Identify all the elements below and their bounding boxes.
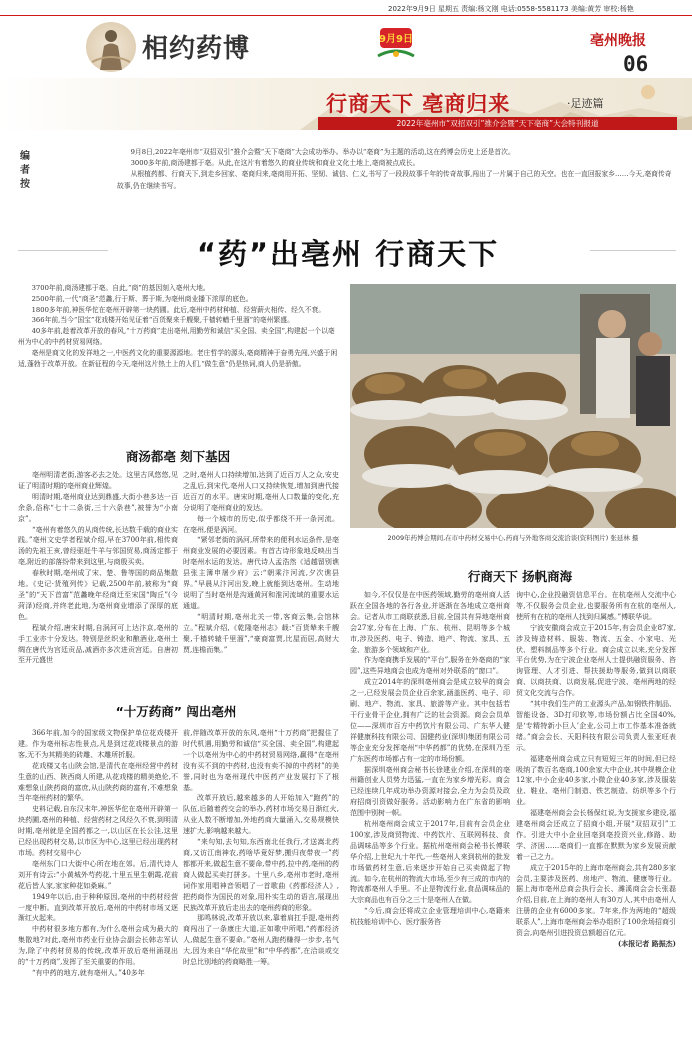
- editor-note-tag: 编者按: [20, 151, 30, 190]
- text-column-5: [350, 590, 510, 928]
- body-paragraph: 春秋时期,亳州成了宋、楚、鲁等国的商品集散地。《史记·货殖列传》记载,2500年前,被称为“商圣”的“天下首富”范蠡晚年经商迁至宋国“陶丘”(今菏泽)经商,并终老此地,为亳州商业增添了深厚的底色。: [18, 569, 178, 621]
- lead-paragraph: 40多年前,趁着改革开放的春风,“十万药商”走出亳州,用勤劳和诚信“买全国、卖全国”,构建起一个以亳州为中心的中药材贸易网络。: [18, 327, 335, 346]
- body-paragraph: “今后,商会还将成立企业管理培训中心,亳籍来杭技能培训中心、医疗服务咨: [350, 907, 510, 927]
- column-brand: [42, 22, 272, 72]
- text-column-1: [18, 470, 178, 666]
- body-paragraph: 1949年以后,由于种种原因,亳州的中药材经营一度中断。直到改革开放后,亳州的中药材市场又逐渐红火起来。: [18, 892, 178, 923]
- main-headline: “药”出亳州 行商天下: [196, 237, 500, 271]
- body-paragraph: 每一个城市的历史,似乎都绕不开一条河流。在亳州,便是涡河。: [183, 514, 339, 534]
- editor-note-paragraph: 3000多年前,商汤建都于亳。从此,在这片有着悠久的商业传统和商业文化土地上,亳商被点成长。: [130, 159, 420, 168]
- subheading-shang-tang: 商汤都亳 刻下基因: [125, 449, 231, 464]
- figure-icon: [86, 22, 136, 72]
- body-paragraph: 中药材很多地方都有,为什么亳州会成为最大的集散地?对此,亳州市药业行业协会副会长韩志军认为,除了中药材贸易的传统,改革开放后亳州涌现出的“十万药商”,发挥了至关重要的作用。: [18, 925, 178, 967]
- body-paragraph: 366年前,加今的国家级文物保护单位花戏楼开建。作为亳州标志性景点,凡是到过花戏楼景点的游客,无不为其精美的砖雕、木雕所折服。: [18, 729, 178, 759]
- event-logo-text: 9月9日: [379, 34, 413, 45]
- body-paragraph: “有中药的地方,就有亳州人。”40多年: [32, 968, 145, 977]
- subheading-sail-the-sea: 行商天下 扬帆商海: [467, 569, 573, 584]
- body-paragraph: “亳州有着悠久的从商传统,长达数千载的商业实践。”亳州文史学者程斌介绍,早在3700年前,相传商汤的先祖王亥,曾经驱赶牛羊与邻国贸易,商汤定都于亳,附近的部落纷带来到这里,与商殷买卖。: [18, 525, 178, 567]
- body-paragraph: 亳州明清老街,游客必去之处。这里古风悠悠,见证了明清时期的亳州商业辉煌。: [18, 471, 178, 490]
- photo-caption: 2009年药博会期间,在市中药材交易中心,药商与外地客商交流洽谈(资料图片) 张延林 摄: [387, 534, 639, 542]
- body-paragraph: 宁波安徽商会成立于2015年,有会员企业87家,涉及铸造材料、服装、物流、五金、小家电、光伏、塑料制品等多个行业。商会成立以来,充分发挥平台优势,为在宁波企业亳州人士提供融资服务、咨询管理、人才引进、帮扶援助等服务,做到以商联商、以商扶商、以商发展,促进宁波、亳州两地的经贸文化交流与合作。: [516, 623, 676, 698]
- masthead-meta: 2022年9月9日 星期五 责编:杨文刚 电话:0558-5581173 美编:黄芳 审校:杨艳: [388, 5, 634, 13]
- body-paragraph: “来句知,去句知,东西南北任我行,才送嵩北药商,又访江南神农,药啥毕竟好梦,搬归夜带夜一”药都都开来,做起生意不要命,带中药,拉中药,亳州的药商人做起买卖打拼多。十里八乡,亳州市老时,亳州词作家用唱神音领唱了一首歌曲《药都经济人》,把药商作为国民的对象,用朴实生动的语言,展现出民族改革开放后走出去的亳州药商的形象。: [183, 838, 339, 912]
- body-paragraph: 程斌介绍,唐宋时期,自涡河可上达汴京,亳州的手工业亦十分发达。特别是丝织业和酿酒业,亳州土绸在唐代为宫廷贡品,减酒亦多次进贡宫廷。自唐初至开元盛世: [18, 623, 178, 665]
- text-column-2: [183, 470, 339, 655]
- text-column-6: [516, 590, 676, 950]
- top-rule: [0, 15, 692, 16]
- lead-text: [18, 283, 338, 369]
- byline: (本报记者 路振杰): [617, 939, 676, 948]
- headline-rule-right: [590, 250, 676, 251]
- body-paragraph: 亳州东门口大街中心所在地在郊。后,清代诗人刘开有诗云:“小黄城外芍药花,十里五里生朝霞,花前花后皆人家,家家种花如桑麻。”: [18, 859, 178, 890]
- lead-paragraph: 2500年前,一代“商圣”范蠡,行于斯、葬于斯,为亳州商业播下浓厚的底色。: [31, 294, 253, 303]
- body-paragraph: 那鸣林说,改革开放以来,靠着肩扛手提,亳州药商闯出了一条康庄大道,正如歌中所唱,“药都经济人,做起生意不要命。”亳州人跑药赚得一步步,名气大,因为来自“华佗故里”和“中华药都”,在洽谈或交时总比别地的药商略胜一筹。: [183, 914, 339, 967]
- body-paragraph: 前,伴随改革开放的东风,亳州“十万药商”把握住了时代机遇,用勤劳和诚信“买全国、卖全国”,构建起一个以亳州为中心的中药材贸易网络,赢得“在亳州没有买不到的中药材,也没有卖不掉的中药材”的美誉,同时也为亳州现代中医药产业发展打下了根基。: [183, 729, 339, 792]
- body-paragraph: 福建亳州商会会长杨保红说,为支援家乡建设,福建亳州商会还成立了招商小组,开展“双招双引”工作。引进大中小企业回亳到亳投资兴业,修路、助学、济困……亳商们一直都在默默为家乡发展贡献着一己之力。: [516, 809, 676, 861]
- newspaper-name: 亳州晚报: [590, 33, 646, 49]
- body-paragraph: 花戏楼又名山陕会馆,是清代在亳州经营中药材生意的山西、陕西商人所建,从花戏楼的精美绝伦,不难想象山陕药商的富庶,从山陕药商的富有,不难想象当年亳州药材的繁华。: [18, 761, 178, 803]
- body-paragraph: 成立2014年的深圳亳州商会是成立较早的商会之一,已经发展会员企业百余家,涵盖医药、电子、印刷、地产、物流、家具、旅游等产业。其中包括若干行业骨干企业,拥有广泛的社会资源。商会会员单位——深圳市百方中药饮片有限公司、广东华人健祥健康科技有限公司、国健药业(深圳)集团有限公司等企业充分发挥亳州“中华药都”的优势,在深圳乃至广东医药市场都占有一定的市场份额。: [350, 678, 510, 763]
- subheading-ten-thousand-merchants: “十万药商” 闯出亳州: [115, 704, 237, 719]
- lead-paragraph: 亳州是商文化的发祥地之一,中医药文化的重要源源地。老庄哲学的源头,亳商精神于奋勇先闯,兴盛于闲适,蓬勃于改革开放。在新征程的今天,亳州这片热土上的人们,“做生意”仍是热词,商人仍是骄傲。: [18, 348, 338, 368]
- section-subtitle: ·足迹篇: [567, 97, 604, 110]
- text-column-3: [18, 728, 178, 979]
- page-number: 06: [623, 52, 649, 76]
- lead-paragraph: 1800多年前,神医华佗在亳州开辟第一块药圃。此后,亳州中药材种植、经营薪火相传、经久不衰。: [31, 305, 326, 314]
- text-column-4: [183, 728, 339, 968]
- headline-rule-left: [18, 250, 108, 251]
- column-name: 相约药博: [142, 34, 251, 64]
- body-paragraph: 改革开放后,越来越多的人开始加入“跑药”的队伍,后随着药交会的举办,药材市场交易日渐红火,从业人数不断增加,外地药商大量涌入,交易规模快速扩大,影响越来越大。: [183, 794, 339, 836]
- body-paragraph: 如今,不仅仅是在中医药领域,勤劳的亳州商人活跃在全国各地的各行各业,并逐渐在各地成立亳州商会。记者从市工商联获悉,目前,全国共有异地亳州商会27家,分布在上海、广东、杭州、昆明等多个城市,涉及医药、电子、铸造、地产、物流、家具、五金、旅游多个领域和产业。: [350, 591, 510, 654]
- editor-note: [117, 147, 675, 192]
- body-paragraph: “明清时期,亳州北关一带,客商云集,会馆林立。”程斌介绍,《乾隆亳州志》载:“百货辇来千艘聚,千樯转辕千里溜”,“豪商富贾,比屋而居,高财大贾,连檐而集。”: [183, 612, 339, 654]
- market-photo: [350, 284, 676, 528]
- body-paragraph: 询中心,企业投融资信息平台。在杭亳州人交流中心等,不仅服务会员企业,也要服务所有在杭的亳州人,使所有在杭的亳州人找到归属感。”傅联华说。: [516, 591, 676, 621]
- body-paragraph: “其中我们生产的工业源头产品,如钢铁件制品、智能设备、3D打印软等,市场份额占比全国40%,是‘专精特新小巨人’企业,公司上市工作基本准备就绪。”商会会长、天阳科技有限公司负责人张亚旺表示。: [516, 700, 676, 752]
- body-paragraph: 史料记载,自东汉末年,神医华佗在亳州开辟第一块药圃,亳州的种植、经营药材之风经久不衰,到明清时期,亳州就是全国药都之一,以山区在长公洼,这里已经出现药材交易,以市区为中心,这里已经出现药材市场。药材交易中心: [18, 805, 178, 857]
- event-logo: [372, 26, 420, 62]
- special-issue-banner: 2022年亳州市“双招双引”推介会暨“天下亳商”大会特刊报道: [318, 117, 677, 130]
- editor-note-paragraph: 从根植药都、行商天下,到走乡回家、亳商归来,亳商用开拓、坚韧、诚信、仁义,书写了一段段故事千年的传奇故事,闯出了一片属于自己的天空。也在一直回报家乡……今天,亳商传奇故事,仍在继续书写。: [117, 170, 672, 190]
- body-paragraph: 福建亳州商会成立只有短短三年的时间,但已经吸纳了数百名亳商,100余家大中企业,其中规模企业12家,中小企业40多家,小微企业40多家,涉及服装业、鞋业、亳州门制造、铁艺制造、纺织等多个行业。: [516, 754, 676, 807]
- editor-note-paragraph: 9月8日,2022年亳州市“双招双引”推介会暨“天下亳商”大会成功举办。举办以“亳商”为主题的活动,这在药博会历史上还是首次。: [130, 148, 515, 156]
- body-paragraph: 据深圳亳州商会秘书长徐建业介绍,在深圳的亳州籍创业人员势力迅猛,一直在为家乡增光彩。商会已经连续几年成功举办资源对接会,全力为会员及政府招商引资做好服务。活动影响力在广东省的影响范围中别树一帜。: [350, 765, 510, 818]
- body-paragraph: “紧邻老街的涡河,所带来的便利水运条件,是亳州商业发展的必要因素。有首古诗形象地反映出当时亳州水运的发达。唐代诗人孟浩然《适越留别谯县张主簿申屠少府》云:“朝乘汴河流,夕次谯县界。”早晨从汴河出发,晚上就能到达亳州。生动地说明了当时亳州是沟通黄河和淮河流域的重要水运通道。: [183, 536, 339, 610]
- section-title: 行商天下 亳商归来: [326, 92, 511, 116]
- lead-paragraph: 366年前,当今“国宝”花戏楼开始见证着“百货聚来千艘聚,千樯转輶千里溜”的亳州繁盛。: [31, 316, 294, 325]
- body-paragraph: 之时,亳州人口持续增加,达到了近百万人之众,安史之乱后,到宋代,亳州人口又持续恢复,增加到唐代接近百万的水平。唐宋时期,亳州人口数量的变化,充分说明了亳州商业的发达。: [183, 471, 339, 512]
- body-paragraph: 明清时期,亳州商业达到鼎盛,大街小巷多达一百余条,俗称“七十二条街,三十六条巷”,被誉为“小南京”。: [18, 492, 178, 523]
- body-paragraph: 杭州亳州商会成立于2017年,目前有会员企业100家,涉及商贸物流、中药饮片、互联网科技、食品调味品等多个行业。据杭州亳州商会秘书长傅联华介绍,上世纪九十年代,一些亳州人来到杭州的批发市场做药材生意,后来逐步开始自己买卖做起了物流。如今,在杭州的物流大市场,至少有三成的市内的物流都亳州人手里。不止是物流行业,食品调味品的大宗商品也有百分之三十是亳州人在做。: [350, 820, 510, 905]
- body-paragraph: 成立于2015年的上海市亳州商会,共有280多家会员,主要涉及医药、房地产、物流、健康等行业。据上海市亳州总商会执行会长、濉溪商会会长张磊介绍,目前,在上海的亳州人有30万人,其中由亳州人注册的企业有6000多家。7年来,作为两地的“超级联系人”,上海市亳州商会举办组织了100余场招商引资会,向亳州引进投资总额超百亿元。: [516, 863, 676, 938]
- body-paragraph: 作为亳商携手发展的“平台”,服务在外亳商的“家园”,这些异地商会也成为亳州对外联系的“窗口”。: [350, 656, 510, 676]
- lead-paragraph: 3700年前,商汤建都于亳。自此,“商”的基因刻入亳州大地。: [31, 284, 210, 292]
